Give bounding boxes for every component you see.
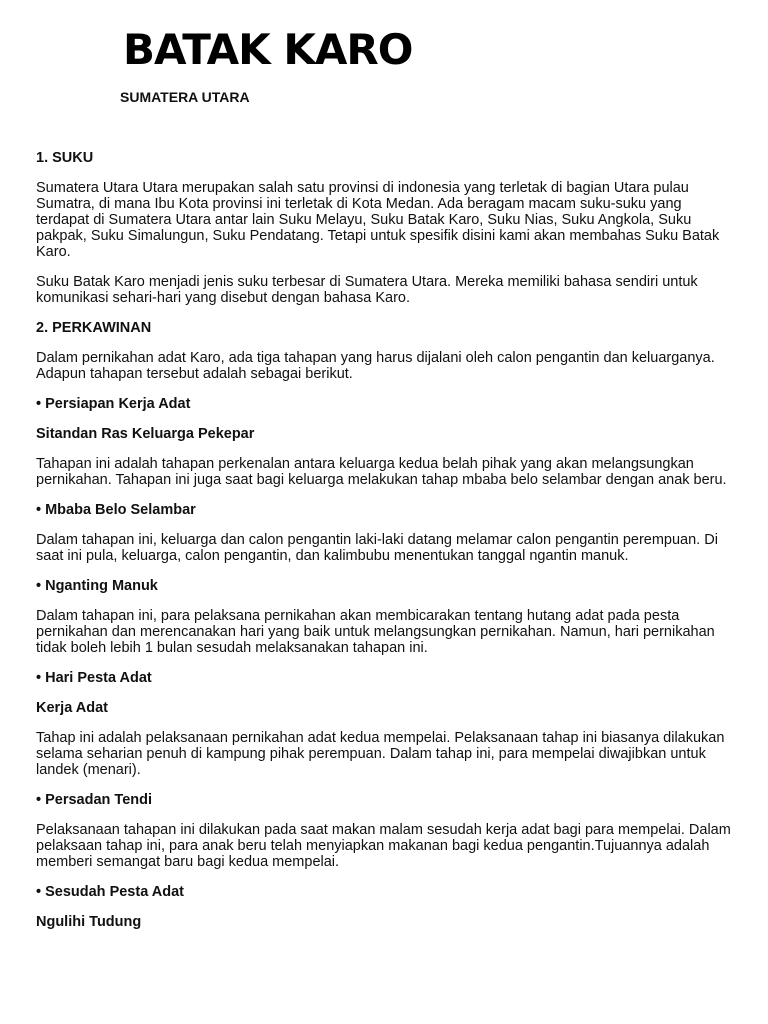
document-title: BATAK KARO [123,25,413,74]
subheading-sitandan: Sitandan Ras Keluarga Pekepar [36,426,255,442]
bullet-heading-sesudah: • Sesudah Pesta Adat [36,884,184,900]
paragraph-mbaba: Dalam tahapan ini, keluarga dan calon pengantin laki-laki datang melamar calon pengantin perempuan. Di saat ini pula, keluarga, calon pengantin, dan kalimbubu menentukan tanggal ngantin manuk. [36,532,718,564]
bullet-heading-hari-pesta: • Hari Pesta Adat [36,670,152,686]
paragraph-sitandan: Tahapan ini adalah tahapan perkenalan antara keluarga kedua belah pihak yang akan melangsungkan pernikahan. Tahapan ini juga saat bagi keluarga melakukan tahap mbaba belo selambar dengan anak beru. [36,456,727,488]
paragraph-persadan: Pelaksanaan tahapan ini dilakukan pada saat makan malam sesudah kerja adat bagi para mempelai. Dalam pelaksaan tahap ini, para anak beru telah menyiapkan makanan bagi kedua pengantin.Tujuannya adalah memberi semangat baru bagi kedua mempelai. [36,822,731,870]
document-subtitle: SUMATERA UTARA [120,89,250,105]
bullet-heading-nganting: • Nganting Manuk [36,578,158,594]
section-heading-perkawinan: 2. PERKAWINAN [36,320,152,336]
bullet-heading-mbaba: • Mbaba Belo Selambar [36,502,196,518]
document-body [36,150,736,944]
paragraph-perkawinan-intro: Dalam pernikahan adat Karo, ada tiga tahapan yang harus dijalani oleh calon pengantin dan keluarganya. Adapun tahapan tersebut adalah sebagai berikut. [36,350,715,382]
section-heading-suku: 1. SUKU [36,150,94,166]
paragraph-kerja-adat: Tahap ini adalah pelaksanaan pernikahan adat kedua mempelai. Pelaksanaan tahap ini biasanya dilakukan selama seharian penuh di kampung pihak perempuan. Dalam tahap ini, para mempelai diwajibkan untuk landek (menari). [36,730,725,778]
bullet-heading-persiapan: • Persiapan Kerja Adat [36,396,191,412]
paragraph-nganting: Dalam tahapan ini, para pelaksana pernikahan akan membicarakan tentang hutang adat pada pesta pernikahan dan merencanakan hari yang baik untuk melangsungkan pernikahan. Namun, hari pernikahan tidak boleh lebih 1 bulan sesudah melaksanakan tahapan ini. [36,608,715,656]
bullet-heading-persadan: • Persadan Tendi [36,792,153,808]
paragraph-suku-karo: Suku Batak Karo menjadi jenis suku terbesar di Sumatera Utara. Mereka memiliki bahasa sendiri untuk komunikasi sehari-hari yang disebut dengan bahasa Karo. [36,274,698,306]
subheading-ngulihi: Ngulihi Tudung [36,914,142,930]
paragraph-suku-intro: Sumatera Utara Utara merupakan salah satu provinsi di indonesia yang terletak di bagian Utara pulau Sumatra, di mana Ibu Kota provinsi ini terletak di Kota Medan. Ada beragam macam suku-suku yang terdapat di Sumatera Utara antar lain Suku Melayu, Suku Batak Karo, Suku Nias, Suku Angkola, Suku pakpak, Suku Simalungun, Suku Pendatang. Tetapi untuk spesifik disini kami akan membahas Suku Batak Karo. [36,180,720,260]
subheading-kerja-adat: Kerja Adat [36,700,108,716]
